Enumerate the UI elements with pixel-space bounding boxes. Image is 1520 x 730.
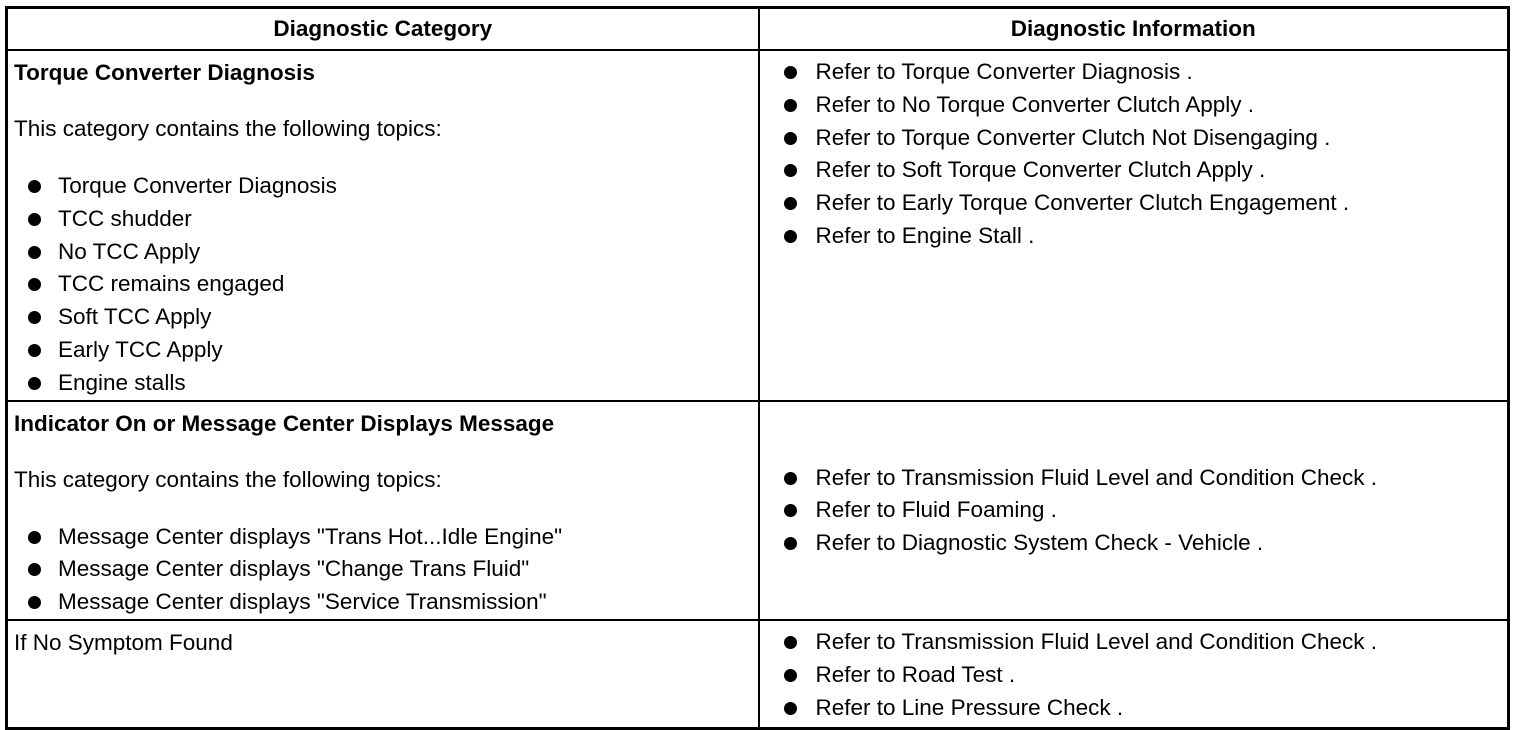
info-link[interactable]: Refer to Torque Converter Diagnosis . [815,59,1193,84]
info-link[interactable]: Refer to Torque Converter Clutch Not Disengaging . [815,124,1331,150]
table-row [7,620,1509,729]
bullet-icon [784,636,797,649]
table-row [7,50,1509,401]
header-diagnostic-category: Diagnostic Category [7,8,759,51]
list-item [8,236,758,269]
bullet-icon [784,99,797,112]
bullet-icon [784,197,797,210]
list-item [760,56,1508,89]
info-link[interactable]: Refer to Transmission Fluid Level and Condition Check . [815,628,1378,654]
info-link[interactable]: Refer to Fluid Foaming . [815,497,1057,523]
category-cell [7,620,759,729]
list-item [760,659,1508,692]
bullet-icon [784,230,797,243]
category-title: Torque Converter Diagnosis [14,60,315,85]
list-item [8,268,758,301]
info-cell [759,401,1509,620]
list-item [760,494,1508,527]
info-link[interactable]: Refer to No Torque Converter Clutch Apply . [815,91,1255,117]
category-intro: This category contains the following topics: [14,116,442,141]
bullet-icon [784,504,797,517]
table-row [7,401,1509,620]
bullet-icon [28,563,41,576]
info-link[interactable]: Refer to Diagnostic System Check - Vehicle . [815,530,1264,556]
list-item [760,692,1508,725]
bullet-icon [28,278,41,291]
info-link[interactable]: Refer to Transmission Fluid Level and Condition Check . [815,464,1378,490]
header-row [7,8,1509,51]
topic-text: Message Center displays "Change Trans Fluid" [58,556,530,582]
list-item [8,334,758,367]
bullet-icon [28,344,41,357]
list-item [8,301,758,334]
list-item [760,527,1508,560]
topic-text: Message Center displays "Trans Hot...Idle Engine" [58,523,563,549]
info-list [760,462,1508,560]
bullet-icon [784,702,797,715]
bullet-icon [784,537,797,550]
bullet-icon [784,164,797,177]
bullet-icon [784,66,797,79]
topic-text: Early TCC Apply [58,336,223,362]
bullet-icon [784,669,797,682]
diagnostic-table [5,6,1510,730]
category-title: Indicator On or Message Center Displays Message [14,410,555,436]
list-item [760,626,1508,659]
topic-list [8,170,758,400]
topic-text: TCC remains engaged [58,271,285,297]
category-cell [7,401,759,620]
list-item [8,203,758,236]
bullet-icon [28,246,41,259]
list-item [8,521,758,554]
info-link[interactable]: Refer to Soft Torque Converter Clutch Apply . [815,157,1266,183]
topic-list [8,521,758,619]
bullet-icon [28,213,41,226]
info-list [760,56,1508,253]
info-list [760,626,1508,724]
bullet-icon [28,377,41,390]
info-link[interactable]: Refer to Line Pressure Check . [815,694,1124,720]
list-item [8,553,758,586]
info-link[interactable]: Refer to Road Test . [815,661,1016,687]
topic-text: Torque Converter Diagnosis [58,173,337,198]
list-item [760,154,1508,187]
list-item [760,122,1508,155]
bullet-icon [28,180,41,193]
topic-text: Soft TCC Apply [58,304,212,330]
list-item [760,187,1508,220]
bullet-icon [784,472,797,485]
category-cell [7,50,759,401]
bullet-icon [28,311,41,324]
info-link[interactable]: Refer to Early Torque Converter Clutch Engagement . [815,190,1350,216]
category-intro: This category contains the following topics: [14,466,442,492]
info-cell [759,620,1509,729]
topic-text: Message Center displays "Service Transmission" [58,589,547,615]
topic-text: Engine stalls [58,369,186,395]
list-item [8,586,758,619]
list-item [760,462,1508,495]
info-link[interactable]: Refer to Engine Stall . [815,222,1035,248]
header-diagnostic-information: Diagnostic Information [759,8,1509,51]
list-item [8,367,758,400]
topic-text: No TCC Apply [58,238,201,264]
list-item [760,220,1508,253]
bullet-icon [28,596,41,609]
list-item [8,170,758,203]
info-cell [759,50,1509,401]
bullet-icon [28,531,41,544]
topic-text: TCC shudder [58,205,192,231]
category-title: If No Symptom Found [14,629,233,655]
list-item [760,89,1508,122]
bullet-icon [784,132,797,145]
